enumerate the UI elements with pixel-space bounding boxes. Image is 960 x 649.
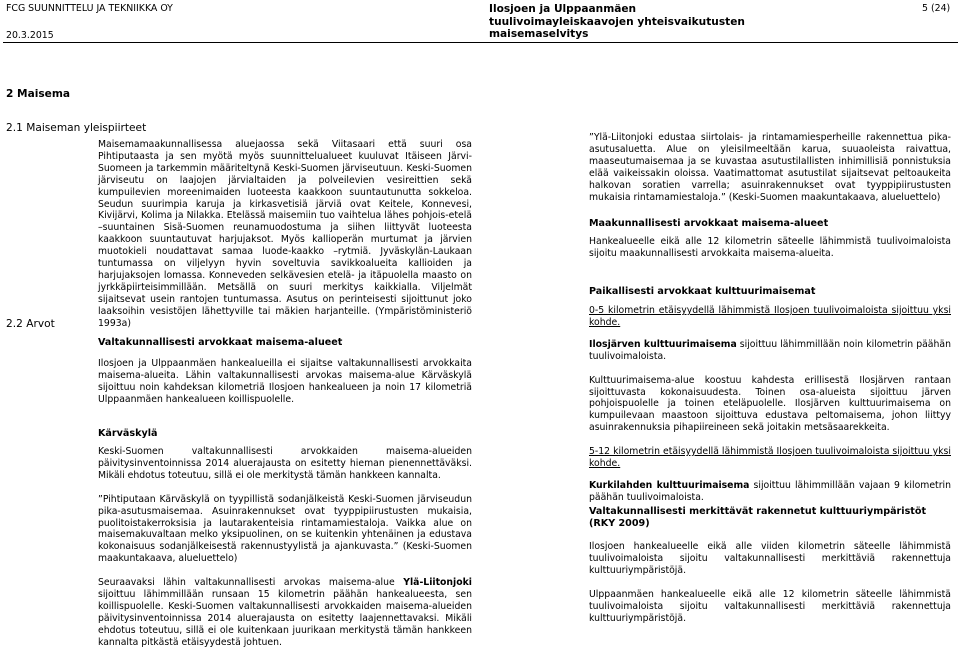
text-before-name: Seuraavaksi lähin valtakunnallisesti arvokas maisema-alue <box>98 577 404 589</box>
landscape-overview-paragraph: Maisemamaakunnallisessa aluejaossa sekä Viitasaari että suuri osa Pihtiputaasta ja sen myötä myös suunnittelualueet kuuluvat Itäiseen Järvi-Suomeen ja tarkemmin määriteltynä Keski-Suomen järviseutuun. Keski-Suomen järviseutu on laajojen järvialtaiden ja polveilevien vesireittien sekä kumpuilevien moreenimaiden luoteesta kaakkoon suuntautunutta sokkeloa. Seudun suurimpia karuja ja kirkasvetisiä järviä ovat Keitele, Konnevesi, Kivijärvi, Kolima ja Nilakka. Etelässä maisemiin tuo vaihtelua lähes pohjois-etelä –suuntainen Sisä-Suomen reunamuodostuma ja siihen liittyvät luoteesta kaakkoon suuntautuvat harjujaksot. Myös kallioperän murtumat ja järvien muotokieli noudattavat samaa luode-kaakko –rytmiä. Jyväskylän-Laukaan tuntumassa on viljelyyn hyvin soveltuvia savikkoalueita kallioiden ja harjujaksojen lomassa. Konneveden selkävesien etelä- ja itäpuolella maasto on jyrkkäpiirteisimmillään. Metsällä on suuri merkitys kaikkialla. Viljelmät sijaitsevat usein rantojen tuntumassa. Asutus on perinteisesti sijoittunut joko laaksoihin vesistöjen lähettyville tai mäkien harjanteille. (Ympäristöministeriö 1993a) <box>98 139 472 329</box>
ilosjarvi-text: sijoittuu lähimmillään noin kilometrin päähän tuulivoimaloista. <box>589 338 951 362</box>
national-landscape-paragraph: Ilosjoen ja Ulppaanmäen hankealueilla ei sijaitse valtakunnallisesti arvokkaita maisema-alueita. Lähin valtakunnallisesti arvokas maisema-alue Kärväskylä sijoittuu noin kahdeksan kilometriä Ilosjoen hankealueen ja noin 17 kilometriä Ulppaanmäen hankealueen koillispuolelle. <box>98 358 472 405</box>
national-landscape-heading: Valtakunnallisesti arvokkaat maisema-alueet <box>98 337 343 348</box>
kurkilahti-paragraph <box>589 480 951 504</box>
text-after-name: sijoittuu lähimmillään runsaan 15 kilometrin päähän hankealueesta, sen koillispuolelle. Keski-Suomen valtakunnallisesti arvokkaiden maisema-alueiden päivitysinventoinnissa 2014 aluerajausta on esitetty laajennettavaksi. Mikäli ehdotus toteutuu, sillä ei ole kuitenkaan juurikaan merkitystä tämän hankkeen kannalta pitkästä etäisyydestä johtuen. <box>98 589 472 648</box>
header-title-line1: Ilosjoen ja Ulppaanmäen <box>489 3 637 15</box>
regional-landscape-paragraph: Hankealueelle eikä alle 12 kilometrin säteelle lähimmistä tuulivoimaloista sijoitu maakunnallisesti arvokkaita maisema-alueita. <box>589 236 951 259</box>
header-document-title <box>489 3 789 41</box>
ilosjarvi-paragraph <box>589 339 951 363</box>
karvaskyla-heading: Kärväskylä <box>98 428 158 439</box>
local-section <box>589 286 951 504</box>
ilosjarvi-name: Ilosjärven kulttuurimaisema <box>589 338 737 350</box>
local-landscape-heading: Paikallisesti arvokkaat kulttuurimaisemat <box>589 286 816 297</box>
karvaskyla-quote: ”Pihtiputaan Kärväskylä on tyypillistä sodanjälkeistä Keski-Suomen järviseudun pika-asutusmaisemaa. Asuinrakennukset ovat tyyppipiirustusten mukaisia, puolitoistakerroksisia ja lautarakenteisia rintamamiestaloja. Vaikka alue on maisemakuvaltaan melko yksipuolinen, on se kuitenkin yhtenäinen ja edustava kokonaisuus sodanjälkeisestä rakennustyylistä ja ajankuvasta.” (Keski-Suomen maakuntakaava, alueluettelo) <box>98 493 472 565</box>
karvaskyla-paragraph: Keski-Suomen valtakunnallisesti arvokkaiden maisema-alueiden päivitysinventoinnissa 2014 aluerajausta on esitetty hieman pienennettäväksi. Mikäli ehdotus toteutuu, sillä ei ole merkitystä tämän hankkeen kannalta. <box>98 446 472 481</box>
heading-section-2: 2 Maisema <box>6 88 71 100</box>
distance-0-5-km-note: 0-5 kilometrin etäisyydellä lähimmistä Ilosjoen tuulivoimaloista sijoittuu yksi kohde. <box>589 305 951 328</box>
heading-section-2-1: 2.1 Maiseman yleispiirteet <box>6 122 147 134</box>
rky-heading: Valtakunnallisesti merkittävät rakennetut kulttuuriympäristöt (RKY 2009) <box>589 506 927 529</box>
rky-ulppaanmaki-paragraph: Ulppaanmäen hankealueelle eikä alle 12 kilometrin säteelle lähimmistä tuulivoimaloista sijoitu valtakunnallisesti merkittäviä rakennettuja kulttuuriympäristöjä. <box>589 588 951 624</box>
left-column <box>98 139 472 330</box>
regional-section <box>589 218 951 260</box>
header-title-line3: maisemaselvitys <box>489 28 589 40</box>
heading-section-2-2: 2.2 Arvot <box>6 318 55 330</box>
header-date: 20.3.2015 <box>6 30 54 41</box>
yla-liitonjoki-name: Ylä-Liitonjoki <box>403 577 472 589</box>
yla-liitonjoki-quote: ”Ylä-Liitonjoki edustaa siirtolais- ja rintamamiesperheille rakennettua pika-asutusaluetta. Alue on yleisilmeeltään karua, suuaoleista raivattua, maaseutumaisemaa ja se kuvastaa asutustilallisten inhimillisiä ponnistuksia elää vaikeissakin oloissa. Vaatimattomat asutustilat sijaitsevat peltoaukeita halkovan soratien varrella; asuinrakennukset ovat tyyppipiirustusten mukaisia rintamamiestaloja.” (Keski-Suomen maakuntakaava, alueluettelo) <box>589 132 951 203</box>
national-section <box>98 337 472 406</box>
header-divider <box>3 42 958 43</box>
kurkilahti-text: sijoittuu lähimmillään vajaan 9 kilometrin päähän tuulivoimaloista. <box>589 479 951 503</box>
karvaskyla-section <box>98 428 472 649</box>
right-column <box>589 132 951 203</box>
rky-section <box>589 506 951 624</box>
header-company: FCG SUUNNITTELU JA TEKNIIKKA OY <box>6 3 173 14</box>
page-number: 5 (24) <box>922 3 951 14</box>
regional-landscape-heading: Maakunnallisesti arvokkaat maisema-alueet <box>589 218 829 229</box>
header-title-line2: tuulivoimayleiskaavojen yhteisvaikutusten <box>489 15 745 28</box>
rky-ilosjoki-paragraph: Ilosjoen hankealueelle eikä alle viiden kilometrin säteelle lähimmistä tuulivoimaloista sijoitu valtakunnallisesti merkittäviä rakennettuja kulttuuriympäristöjä. <box>589 541 951 576</box>
kurkilahti-name: Kurkilahden kulttuurimaisema <box>589 479 750 491</box>
ilosjarvi-description: Kulttuurimaisema-alue koostuu kahdesta erillisestä Ilosjärven rantaan sijoittuvasta kokonaisuudesta. Toinen osa-alueista sijoittuu järven pohjoispuolelle ja toinen eteläpuolelle. Ilosjärven kulttuurimaisema on kumpuilevaan maastoon sijoittuva edustava peltomaisema, johon liittyy asuinrakennuksia pihapiireineen sekä joitakin metsäsaarekkeita. <box>589 374 951 434</box>
yla-liitonjoki-paragraph <box>98 577 472 648</box>
distance-5-12-km-note: 5-12 kilometrin etäisyydellä lähimmistä Ilosjoen tuulivoimaloista sijoittuu yksi kohde. <box>589 446 951 470</box>
